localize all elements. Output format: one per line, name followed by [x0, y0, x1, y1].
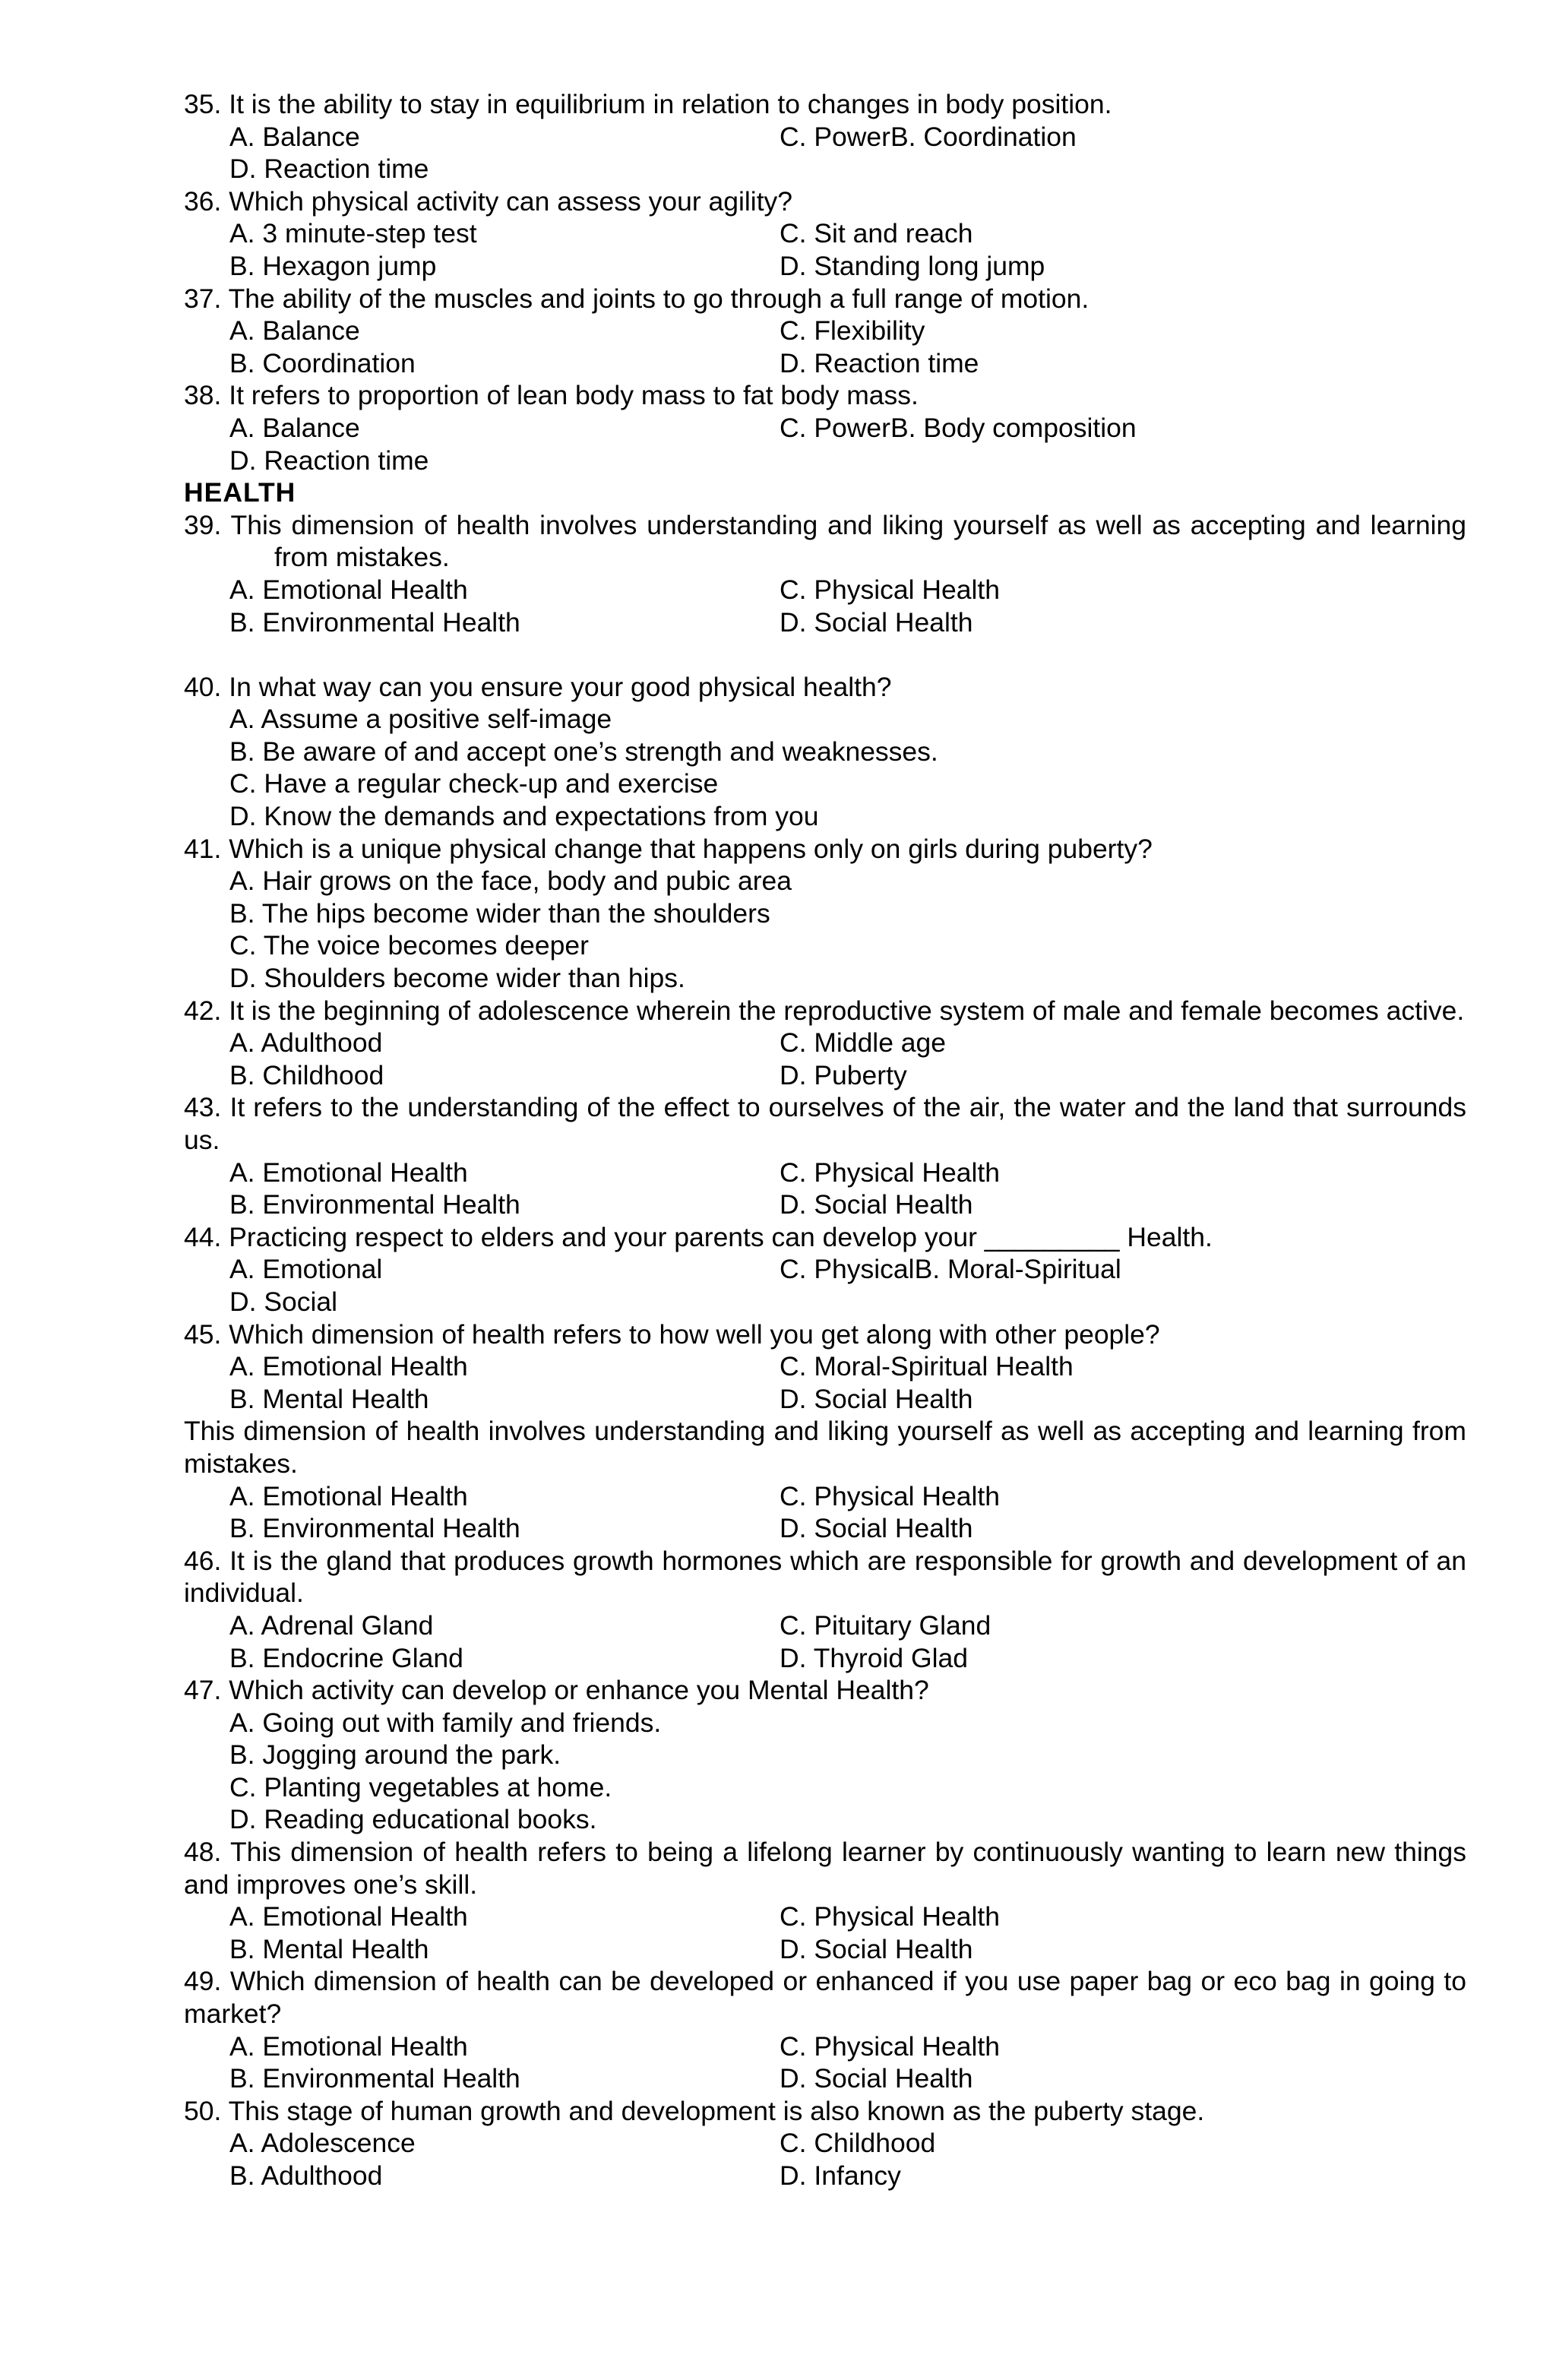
question-stem: 40. In what way can you ensure your good physical health?	[184, 671, 892, 702]
answer-choices	[184, 1027, 1466, 1091]
answer-choice: D. Standing long jump	[780, 250, 1045, 281]
question-stem: 35. It is the ability to stay in equilibrium in relation to changes in body position.	[184, 89, 1112, 119]
question-stem: 48. This dimension of health refers to being a lifelong learner by continuously wanting to learn new things and improves one’s skill.	[184, 1837, 1466, 1900]
answer-choice: A. Hair grows on the face, body and pubic area	[229, 866, 792, 897]
question-stem: 47. Which activity can develop or enhance you Mental Health?	[184, 1675, 929, 1706]
answer-choice: C. Physical Health	[780, 1901, 1001, 1932]
answer-choice: B. Environmental Health	[229, 1513, 520, 1544]
answer-choice: D. Social	[229, 1286, 338, 1317]
answer-choice: B. Environmental Health	[229, 1189, 520, 1220]
question-stem: This dimension of health involves understanding and liking yourself as well as accepting and learning from mistakes.	[184, 1416, 1466, 1479]
question-stem: 46. It is the gland that produces growth hormones which are responsible for growth and development of an individual.	[184, 1545, 1466, 1609]
answer-choice: B. Moral-Spiritual	[914, 1254, 1121, 1285]
answer-choices	[184, 1157, 1466, 1221]
answer-choice: C. Sit and reach	[780, 218, 973, 249]
answer-choice: B. Environmental Health	[229, 606, 520, 638]
answer-choice: B. Childhood	[229, 1059, 384, 1090]
answer-choice: B. Endocrine Gland	[229, 1642, 463, 1673]
answer-choices	[184, 1901, 1466, 1965]
question-stem: 37. The ability of the muscles and joints to go through a full range of motion.	[184, 283, 1090, 314]
question-stem: 36. Which physical activity can assess your agility?	[184, 185, 793, 217]
answer-choice: C. Physical Health	[780, 1480, 1001, 1511]
answer-choice: A. Balance	[229, 121, 360, 152]
answer-choice: A. Emotional	[229, 1254, 383, 1285]
answer-choices	[184, 1253, 1466, 1318]
answer-choice: C. Middle age	[780, 1027, 947, 1059]
answer-choice: A. Balance	[229, 412, 360, 443]
answer-choice: A. Emotional Health	[229, 1901, 468, 1932]
question-stem: 50. This stage of human growth and development is also known as the puberty stage.	[184, 2095, 1205, 2126]
answer-choice: D. Reaction time	[229, 153, 429, 185]
question-stem: 45. Which dimension of health refers to how well you get along with other people?	[184, 1318, 1160, 1350]
answer-choice: D. Social Health	[780, 1189, 973, 1220]
blank-line	[184, 638, 1466, 671]
question-stem: 43. It refers to the understanding of the effect to ourselves of the air, the water and the land that surrounds us.	[184, 1092, 1466, 1155]
answer-choices	[184, 865, 1466, 994]
answer-choices	[184, 703, 1466, 832]
answer-choice: B. Coordination	[229, 347, 416, 378]
answer-choice: B. Adulthood	[229, 2160, 383, 2191]
answer-choice: D. Reading educational books.	[229, 1804, 597, 1835]
answer-choice: B. Jogging around the park.	[229, 1739, 561, 1771]
answer-choices	[184, 1707, 1466, 1836]
answer-choices	[184, 2127, 1466, 2192]
answer-choice: C. Pituitary Gland	[780, 1609, 991, 1641]
question-stem: 41. Which is a unique physical change that happens only on girls during puberty?	[184, 833, 1153, 864]
answer-choice: A. Emotional Health	[229, 574, 468, 605]
answer-choice: C. Have a regular check-up and exercise	[229, 768, 719, 799]
answer-choice: C. Physical Health	[780, 2030, 1001, 2062]
answer-choice: B. Hexagon jump	[229, 250, 437, 281]
answer-choice: A. Assume a positive self-image	[229, 704, 612, 735]
answer-choice: C. Physical Health	[780, 1157, 1001, 1188]
answer-choices	[184, 574, 1466, 638]
answer-choice: B. The hips become wider than the shoulders	[229, 897, 770, 929]
answer-choices	[184, 121, 1466, 185]
answer-choice: D. Social Health	[780, 1513, 973, 1544]
answer-choice: C. Physical Health	[780, 574, 1001, 605]
question-stem: 42. It is the beginning of adolescence wherein the reproductive system of male and female becomes active.	[184, 995, 1465, 1026]
answer-choice: B. Body composition	[890, 412, 1137, 443]
answer-choice: B. Environmental Health	[229, 2063, 520, 2094]
answer-choice: A. Emotional Health	[229, 1157, 468, 1188]
answer-choice: A. 3 minute-step test	[229, 218, 477, 249]
section-heading: HEALTH	[184, 477, 296, 508]
question-stem: 49. Which dimension of health can be developed or enhanced if you use paper bag or eco bag in going to market?	[184, 1966, 1466, 2030]
answer-choice: B. Coordination	[890, 121, 1077, 152]
answer-choices	[184, 412, 1466, 476]
answer-choice: D. Puberty	[780, 1059, 907, 1090]
answer-choice: B. Mental Health	[229, 1933, 429, 1964]
answer-choice: D. Social Health	[780, 606, 973, 638]
answer-choice: C. Physical	[780, 1254, 915, 1285]
answer-choices	[184, 1609, 1466, 1674]
question-stem: 38. It refers to proportion of lean body mass to fat body mass.	[184, 380, 919, 411]
answer-choice: C. Power	[780, 121, 890, 152]
answer-choice: C. Moral-Spiritual Health	[780, 1351, 1074, 1382]
answer-choice: C. Flexibility	[780, 315, 925, 347]
answer-choice: D. Social Health	[780, 2063, 973, 2094]
answer-choice: D. Infancy	[780, 2160, 901, 2191]
answer-choice: C. The voice becomes deeper	[229, 930, 589, 961]
answer-choices	[184, 1480, 1466, 1545]
answer-choice: D. Shoulders become wider than hips.	[229, 963, 685, 994]
answer-choice: C. Power	[780, 412, 890, 443]
answer-choices	[184, 1350, 1466, 1415]
answer-choice: A. Emotional Health	[229, 2030, 468, 2062]
answer-choice: C. Planting vegetables at home.	[229, 1771, 612, 1802]
answer-choice: A. Adulthood	[229, 1027, 383, 1059]
answer-choice: D. Social Health	[780, 1383, 973, 1414]
answer-choice: A. Emotional Health	[229, 1480, 468, 1511]
answer-choice: A. Balance	[229, 315, 360, 347]
answer-choices	[184, 217, 1466, 282]
answer-choice: C. Childhood	[780, 2128, 936, 2159]
answer-choice: A. Going out with family and friends.	[229, 1707, 662, 1738]
answer-choices	[184, 315, 1466, 379]
answer-choice: B. Mental Health	[229, 1383, 429, 1414]
answer-choice: D. Thyroid Glad	[780, 1642, 968, 1673]
answer-choices	[184, 2030, 1466, 2095]
answer-choice: A. Emotional Health	[229, 1351, 468, 1382]
answer-choice: D. Reaction time	[780, 347, 979, 378]
answer-choice: D. Social Health	[780, 1933, 973, 1964]
answer-choice: D. Reaction time	[229, 445, 429, 476]
answer-choice: B. Be aware of and accept one’s strength and weaknesses.	[229, 736, 938, 767]
exam-page	[184, 88, 1466, 2192]
question-stem: 44. Practicing respect to elders and your parents can develop your _________ Health.	[184, 1221, 1213, 1252]
question-stem: 39. This dimension of health involves understanding and liking yourself as well as accepting and learning from mistakes.	[184, 509, 1466, 573]
answer-choice: D. Know the demands and expectations from you	[229, 801, 819, 832]
answer-choice: A. Adolescence	[229, 2128, 416, 2159]
answer-choice: A. Adrenal Gland	[229, 1609, 434, 1641]
